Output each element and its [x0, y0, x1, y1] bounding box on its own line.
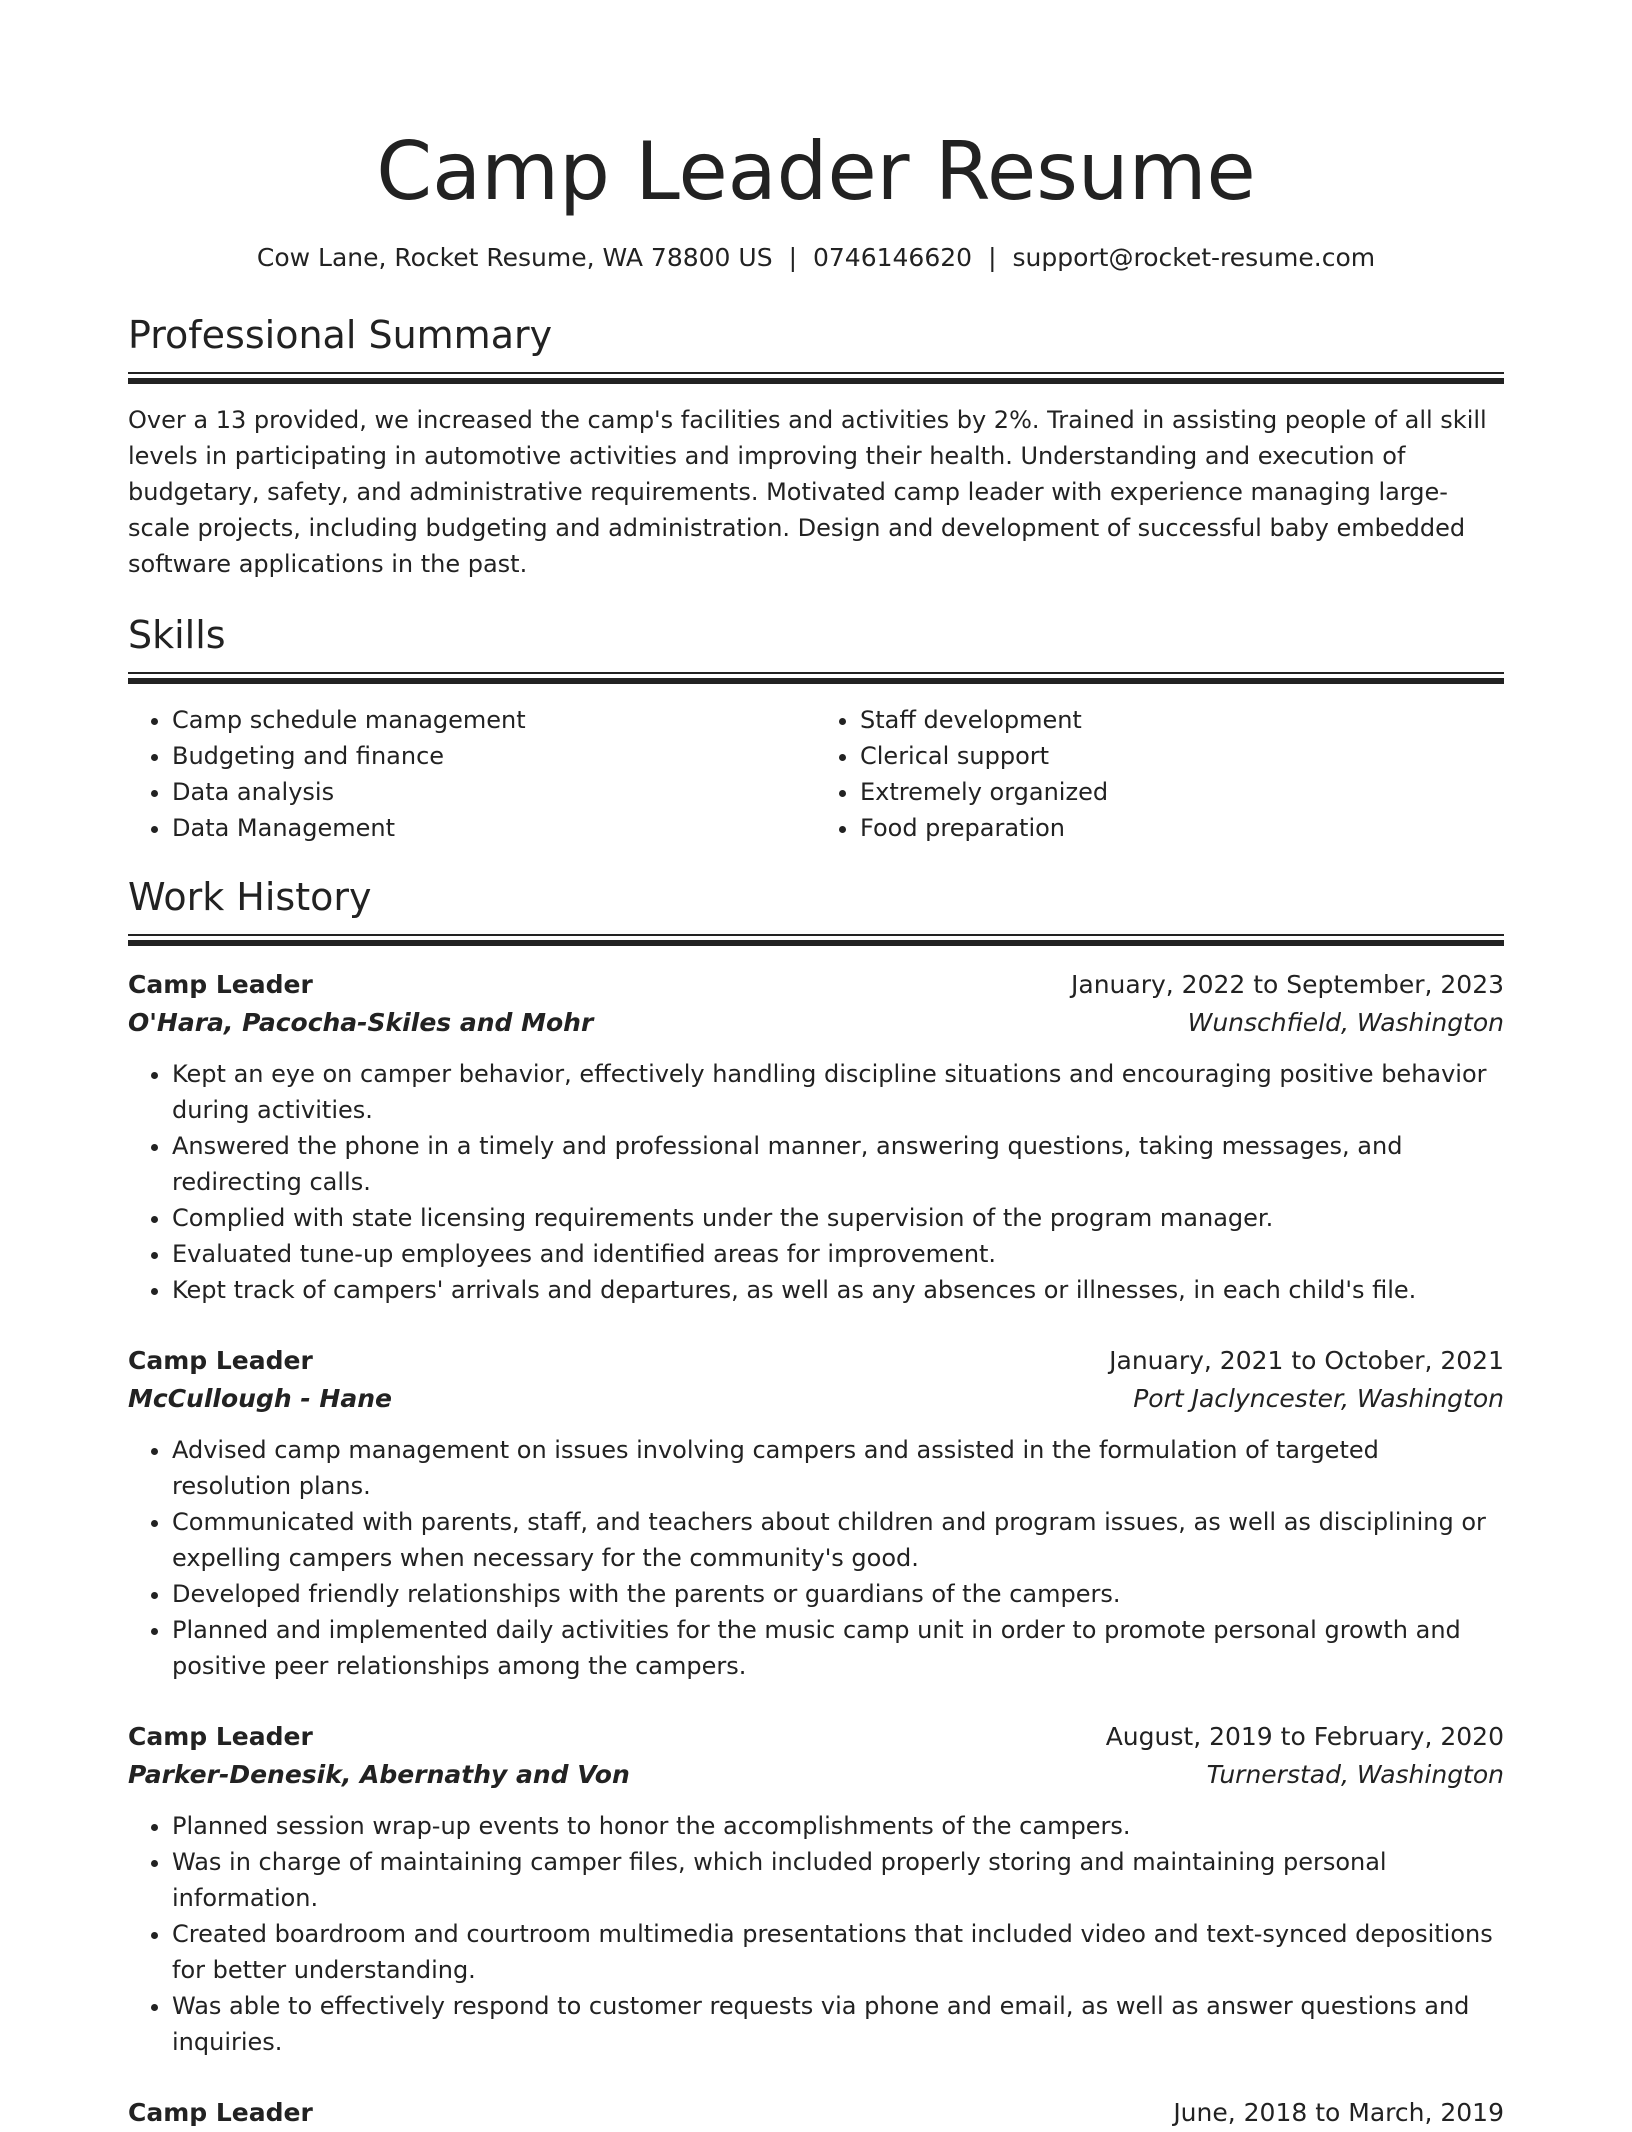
job-bullet: • Planned and implemented daily activities for the music camp unit in order to promote personal growth and positive peer relationships among the campers. — [172, 1612, 1504, 1684]
job-bullets — [128, 1432, 1504, 1684]
section-divider — [128, 372, 1504, 386]
skill-item: • Camp schedule management — [172, 702, 816, 738]
section-divider — [128, 934, 1504, 948]
job-bullet: • Complied with state licensing requirements under the supervision of the program manager. — [172, 1200, 1504, 1236]
job-bullet: • Kept track of campers' arrivals and departures, as well as any absences or illnesses, in each child's file. — [172, 1272, 1504, 1308]
job-title: Camp Leader — [128, 1722, 313, 1751]
job-bullets — [128, 1056, 1504, 1308]
job-bullet: • Was in charge of maintaining camper files, which included properly storing and maintaining personal information. — [172, 1844, 1504, 1916]
job-dates: January, 2021 to October, 2021 — [1109, 1346, 1504, 1375]
contact-separator: | — [988, 243, 997, 272]
job-bullet: • Created boardroom and courtroom multimedia presentations that included video and text-synced depositions for better understanding. — [172, 1916, 1504, 1988]
skill-item: • Staff development — [860, 702, 1504, 738]
job-dates: August, 2019 to February, 2020 — [1105, 1722, 1504, 1751]
skills-column-right — [816, 702, 1504, 846]
work-history-section — [128, 874, 1504, 2132]
skill-item: • Food preparation — [860, 810, 1504, 846]
skills-section — [128, 612, 1504, 846]
job-dates: January, 2022 to September, 2023 — [1071, 970, 1504, 999]
summary-text: Over a 13 provided, we increased the camp's facilities and activities by 2%. Trained in assisting people of all skill levels in participating in automotive activities and improving their health. Understanding and execution of budgetary, safety, and administrative requirements. Motivated camp leader with experience managing large-scale projects, including budgeting and administration. Design and development of successful baby embedded software applications in the past. — [128, 406, 1487, 578]
skill-item: • Budgeting and finance — [172, 738, 816, 774]
job-subheader — [128, 1756, 1504, 1794]
job-header — [128, 1718, 1504, 1756]
work-history-heading: Work History — [128, 875, 372, 919]
job-location: Turnerstad, Washington — [1206, 1760, 1504, 1789]
job-entry — [128, 1718, 1504, 2060]
job-bullet: • Was able to effectively respond to customer requests via phone and email, as well as answer questions and inquiries. — [172, 1988, 1504, 2060]
job-bullets — [128, 1808, 1504, 2060]
job-bullet: • Answered the phone in a timely and professional manner, answering questions, taking messages, and redirecting calls. — [172, 1128, 1504, 1200]
job-bullet: • Kept an eye on camper behavior, effectively handling discipline situations and encouraging positive behavior during activities. — [172, 1056, 1504, 1128]
skill-item: • Data Management — [172, 810, 816, 846]
skills-column-left — [128, 702, 816, 846]
job-header — [128, 2094, 1504, 2132]
contact-separator: | — [788, 243, 797, 272]
job-header — [128, 1342, 1504, 1380]
contact-email[interactable]: support@rocket-resume.com — [1012, 243, 1376, 272]
job-location: Port Jaclyncester, Washington — [1133, 1384, 1504, 1413]
job-entry — [128, 2094, 1504, 2132]
job-title: Camp Leader — [128, 2098, 313, 2127]
resume-title: Camp Leader Resume — [376, 125, 1256, 218]
job-title: Camp Leader — [128, 970, 313, 999]
job-company: O'Hara, Pacocha-Skiles and Mohr — [128, 1008, 594, 1037]
job-bullet: • Evaluated tune-up employees and identified areas for improvement. — [172, 1236, 1504, 1272]
job-bullet: • Planned session wrap-up events to honor the accomplishments of the campers. — [172, 1808, 1504, 1844]
job-title: Camp Leader — [128, 1346, 313, 1375]
job-subheader — [128, 1004, 1504, 1042]
job-header — [128, 966, 1504, 1004]
contact-address: Cow Lane, Rocket Resume, WA 78800 US — [256, 243, 773, 272]
skill-item: • Data analysis — [172, 774, 816, 810]
skills-list — [128, 702, 1504, 846]
job-bullet: • Advised camp management on issues involving campers and assisted in the formulation of targeted resolution plans. — [172, 1432, 1504, 1504]
job-location: Wunschfield, Washington — [1187, 1008, 1504, 1037]
summary-section — [128, 312, 1504, 582]
contact-phone: 0746146620 — [813, 243, 973, 272]
contact-line — [128, 242, 1504, 274]
job-entry — [128, 966, 1504, 1308]
skill-item: • Extremely organized — [860, 774, 1504, 810]
job-company: McCullough - Hane — [128, 1384, 392, 1413]
skill-item: • Clerical support — [860, 738, 1504, 774]
job-bullet: • Developed friendly relationships with the parents or guardians of the campers. — [172, 1576, 1504, 1612]
job-bullet: • Communicated with parents, staff, and teachers about children and program issues, as well as disciplining or expelling campers when necessary for the community's good. — [172, 1504, 1504, 1576]
skills-heading: Skills — [128, 613, 226, 657]
section-divider — [128, 672, 1504, 686]
summary-heading: Professional Summary — [128, 313, 553, 357]
job-dates: June, 2018 to March, 2019 — [1173, 2098, 1504, 2127]
job-company: Parker-Denesik, Abernathy and Von — [128, 1760, 630, 1789]
job-entry — [128, 1342, 1504, 1684]
job-subheader — [128, 1380, 1504, 1418]
